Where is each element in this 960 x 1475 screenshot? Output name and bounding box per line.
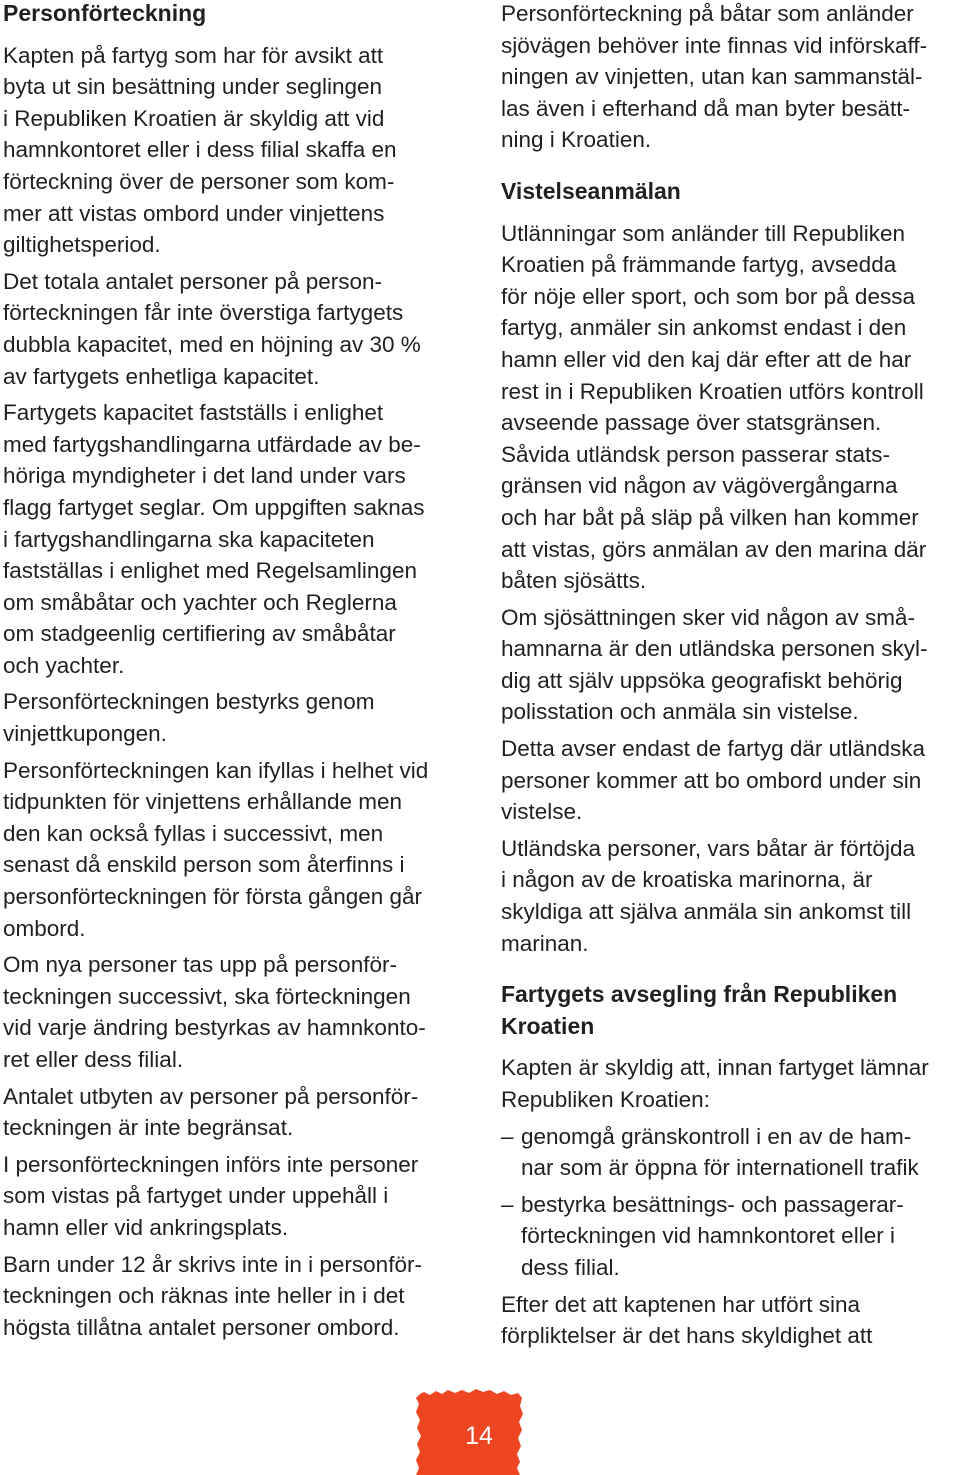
text-line: förteckningen får inte överstiga fartygets xyxy=(3,300,404,326)
text-line: förteckningen vid hamnkontoret eller i xyxy=(521,1223,895,1249)
text-line: gränsen vid någon av vägövergångarna xyxy=(501,473,898,499)
text-line: teckningen och räknas inte heller in i det xyxy=(3,1283,405,1309)
text-line: och yachter. xyxy=(3,652,125,678)
heading-line: Kroatien xyxy=(501,1012,595,1039)
text-line: Barn under 12 år skrivs inte in i personför- xyxy=(3,1251,422,1277)
text-line: fartyg, anmäler sin ankomst endast i den xyxy=(501,315,907,341)
text-line: båten sjösätts. xyxy=(501,568,647,594)
text-line: Utländska personer, vars båtar är förtöjda xyxy=(501,835,915,861)
text-line: Detta avser endast de fartyg där utländska xyxy=(501,736,925,762)
text-line: I personförteckningen införs inte personer xyxy=(3,1151,419,1177)
text-line: tidpunkten för vinjettens erhållande men xyxy=(3,789,403,815)
text-line: personförteckningen för första gången går xyxy=(3,884,423,910)
text-line: Personförteckningen bestyrks genom xyxy=(3,689,375,715)
text-line: genomgå gränskontroll i en av de ham- xyxy=(521,1123,912,1149)
text-line: vid varje ändring bestyrkas av hamnkonto- xyxy=(3,1015,426,1041)
paragraph xyxy=(3,266,465,392)
text-line: vinjettkupongen. xyxy=(3,721,167,747)
bullet-item xyxy=(501,1189,960,1284)
paragraph xyxy=(3,686,465,749)
paragraph xyxy=(501,833,960,959)
text-line: mer att vistas ombord under vinjettens xyxy=(3,200,385,226)
text-line: dig att själv uppsöka geografiskt behörig xyxy=(501,667,903,693)
text-line: hamn eller vid den kaj där efter att de har xyxy=(501,346,912,372)
left-column xyxy=(3,0,465,1343)
text-line: giltighetsperiod. xyxy=(3,232,161,258)
heading-line: Fartygets avsegling från Republiken xyxy=(501,981,898,1008)
paragraph xyxy=(3,1249,465,1344)
text-line: nar som är öppna för internationell trafik xyxy=(521,1155,919,1181)
paragraph xyxy=(501,602,960,728)
paragraph xyxy=(3,949,465,1075)
text-line: Såvida utländsk person passerar stats- xyxy=(501,441,890,467)
text-line: Personförteckning på båtar som anländer xyxy=(501,1,914,26)
text-line: sjövägen behöver inte finnas vid införskaff- xyxy=(501,32,928,58)
paragraph xyxy=(501,1052,960,1115)
paragraph xyxy=(501,1289,960,1352)
text-line: hamn eller vid ankringsplats. xyxy=(3,1214,289,1240)
page-number-badge xyxy=(414,1388,524,1475)
text-line: las även i efterhand då man byter besätt- xyxy=(501,95,910,121)
text-line: av fartygets enhetliga kapacitet. xyxy=(3,363,320,389)
text-line: rest in i Republiken Kroatien utförs kontroll xyxy=(501,378,924,404)
paragraph xyxy=(501,0,960,156)
text-line: i fartygshandlingarna ska kapaciteten xyxy=(3,526,375,552)
text-line: ret eller dess filial. xyxy=(3,1047,184,1072)
text-line: avseende passage över statsgränsen. xyxy=(501,410,882,436)
paragraph xyxy=(3,755,465,945)
text-line: som vistas på fartyget under uppehåll i xyxy=(3,1183,389,1209)
text-line: ning i Kroatien. xyxy=(501,127,652,153)
text-line: om småbåtar och yachter och Reglerna xyxy=(3,589,397,615)
section-heading: Personförteckning xyxy=(3,0,207,26)
paragraph xyxy=(3,40,465,261)
section-heading: Vistelseanmälan xyxy=(501,177,681,204)
text-line: ningen av vinjetten, utan kan sammanstäl- xyxy=(501,64,923,90)
dash-bullet: – xyxy=(501,1191,514,1217)
right-column xyxy=(501,0,960,1352)
text-line: om stadgeenlig certifiering av småbåtar xyxy=(3,621,396,647)
text-line: Efter det att kaptenen har utfört sina xyxy=(501,1291,860,1317)
text-line: med fartygshandlingarna utfärdade av be- xyxy=(3,431,421,457)
text-line: Personförteckningen kan ifyllas i helhet vid xyxy=(3,757,429,783)
text-line: hamnkontoret eller i dess filial skaffa en xyxy=(3,137,397,163)
text-line: Det totala antalet personer på person- xyxy=(3,268,382,294)
paragraph xyxy=(501,218,960,597)
paragraph xyxy=(3,1081,465,1144)
text-line: i Republiken Kroatien är skyldig att vid xyxy=(3,105,385,131)
text-line: för nöje eller sport, och som bor på dessa xyxy=(501,283,915,309)
text-line: personer kommer att bo ombord under sin xyxy=(501,767,922,793)
text-line: ombord. xyxy=(3,915,86,941)
text-line: hamnarna är den utländska personen skyl- xyxy=(501,636,928,662)
text-line: byta ut sin besättning under seglingen xyxy=(3,74,383,100)
text-line: fastställas i enlighet med Regelsamlingen xyxy=(3,558,417,584)
text-line: flagg fartyget seglar. Om uppgiften saknas xyxy=(3,494,425,520)
text-line: att vistas, görs anmälan av den marina där xyxy=(501,536,927,562)
text-line: Om sjösättningen sker vid någon av små- xyxy=(501,604,915,630)
text-line: vistelse. xyxy=(501,799,583,825)
text-line: skyldiga att själva anmäla sin ankomst till xyxy=(501,899,912,925)
text-line: den kan också fyllas i successivt, men xyxy=(3,820,384,846)
text-line: marinan. xyxy=(501,930,589,956)
text-line: Antalet utbyten av personer på personför- xyxy=(3,1083,419,1109)
paragraph xyxy=(3,1149,465,1244)
text-line: förteckning över de personer som kom- xyxy=(3,168,395,194)
text-line: höriga myndigheter i det land under vars xyxy=(3,463,406,489)
dash-bullet: – xyxy=(501,1123,514,1149)
text-line: dubbla kapacitet, med en höjning av 30 % xyxy=(3,331,421,357)
page-number: 14 xyxy=(465,1422,493,1450)
text-line: högsta tillåtna antalet personer ombord. xyxy=(3,1314,400,1340)
text-line: Republiken Kroatien: xyxy=(501,1087,710,1112)
text-line: dess filial. xyxy=(521,1254,620,1280)
text-line: senast då enskild person som återfinns i xyxy=(3,852,405,878)
text-line: Kapten är skyldig att, innan fartyget lämnar xyxy=(501,1055,929,1081)
text-line: förpliktelser är det hans skyldighet att xyxy=(501,1323,873,1349)
text-line: teckningen successivt, ska förteckningen xyxy=(3,983,411,1009)
bullet-item xyxy=(501,1121,960,1184)
text-line: Kroatien på främmande fartyg, avsedda xyxy=(501,252,897,278)
paragraph xyxy=(3,397,465,681)
text-line: och har båt på släp på vilken han kommer xyxy=(501,504,919,530)
text-line: Utlänningar som anländer till Republiken xyxy=(501,220,905,246)
text-line: Kapten på fartyg som har för avsikt att xyxy=(3,42,384,68)
text-line: bestyrka besättnings- och passagerar- xyxy=(521,1191,904,1217)
paragraph xyxy=(501,733,960,828)
text-line: Om nya personer tas upp på personför- xyxy=(3,952,397,978)
text-line: polisstation och anmäla sin vistelse. xyxy=(501,699,859,725)
text-line: Fartygets kapacitet fastställs i enlighet xyxy=(3,400,384,426)
text-line: i någon av de kroatiska marinorna, är xyxy=(501,867,873,893)
section-heading xyxy=(501,979,960,1042)
text-line: teckningen är inte begränsat. xyxy=(3,1115,294,1141)
